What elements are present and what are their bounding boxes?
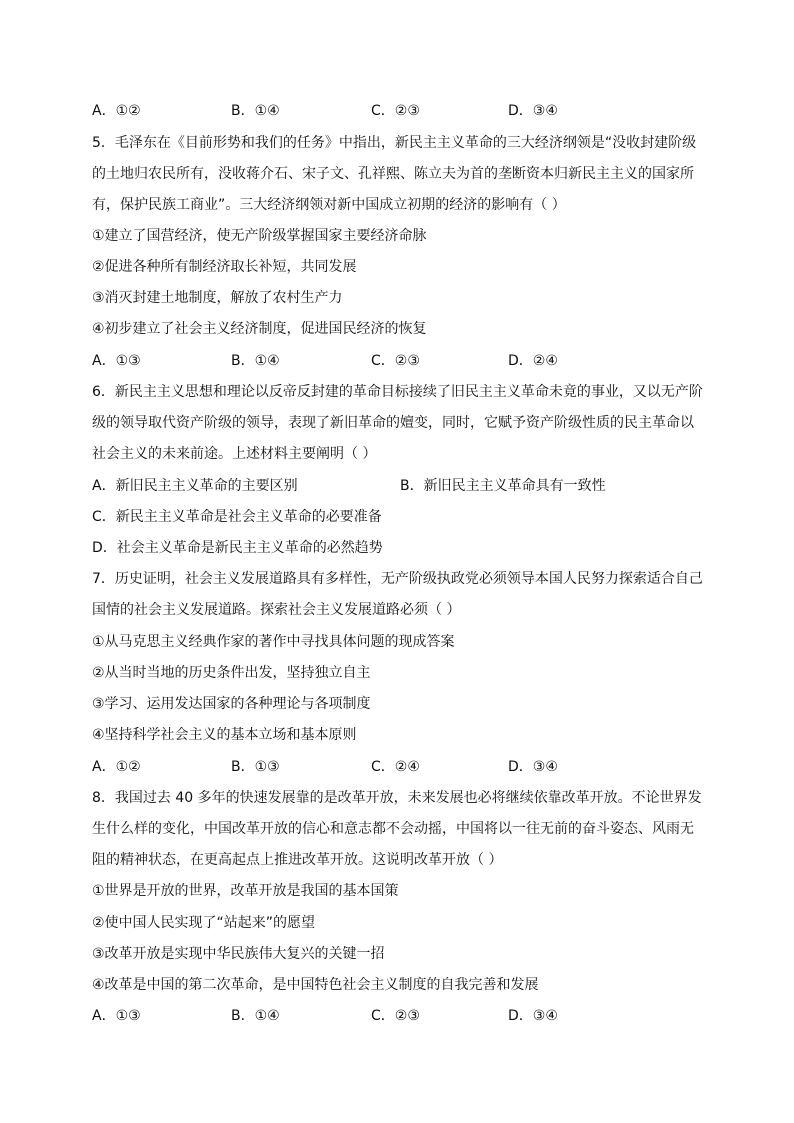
q8-item-1: ①世界是开放的世界，改革开放是我国的基本国策 [92, 883, 399, 899]
q7-option-a[interactable]: A．①② [92, 759, 141, 775]
q6-option-c[interactable]: C．新民主主义革命是社会主义革命的必要准备 [92, 509, 382, 525]
q8-stem-line-2: 生什么样的变化，中国改革开放的信心和意志都不会动摇，中国将以一往无前的奋斗姿态、风雨无 [92, 821, 694, 837]
q5-option-a[interactable]: A．①③ [92, 353, 141, 369]
q7-stem-line-2: 国情的社会主义发展道路。探索社会主义发展道路必须（ ） [92, 602, 461, 618]
q8-option-d[interactable]: D．③④ [508, 1008, 558, 1024]
q5-item-1: ①建立了国营经济，使无产阶级掌握国家主要经济命脉 [92, 228, 427, 244]
q5-option-b[interactable]: B．①④ [231, 353, 280, 369]
q5-stem-line-1: 5．毛泽东在《目前形势和我们的任务》中指出，新民主主义革命的三大经济纲领是“没收封建阶级 [92, 135, 697, 151]
q5-stem-line-2: 的土地归农民所有，没收蒋介石、宋子文、孔祥熙、陈立夫为首的垄断资本归新民主主义的国家所 [92, 166, 694, 182]
q5-item-4: ④初步建立了社会主义经济制度，促进国民经济的恢复 [92, 321, 427, 337]
q6-option-d[interactable]: D．社会主义革命是新民主主义革命的必然趋势 [92, 540, 383, 556]
q8-stem-line-1: 8．我国过去 40 多年的快速发展靠的是改革开放，未来发展也必将继续依靠改革开放。不论世界发 [92, 790, 702, 806]
q7-item-2: ②从当时当地的历史条件出发，坚持独立自主 [92, 665, 371, 681]
q8-option-b[interactable]: B．①④ [231, 1008, 280, 1024]
q5-stem-line-3: 有，保护民族工商业”。三大经济纲领对新中国成立初期的经济的影响有（ ） [92, 197, 566, 213]
q4-option-b[interactable]: B．①④ [231, 103, 280, 119]
q6-option-b[interactable]: B．新旧民主主义革命具有一致性 [400, 478, 606, 494]
q4-option-d[interactable]: D．③④ [508, 103, 558, 119]
q5-option-c[interactable]: C．②③ [371, 353, 420, 369]
q6-stem-line-2: 级的领导取代资产阶级的领导，表现了新旧革命的嬗变，同时，它赋予资产阶级性质的民主革命以 [92, 415, 694, 431]
q7-item-1: ①从马克思主义经典作家的著作中寻找具体问题的现成答案 [92, 634, 455, 650]
q4-option-c[interactable]: C．②③ [371, 103, 420, 119]
q6-stem-line-1: 6．新民主主义思想和理论以反帝反封建的革命目标接续了旧民主主义革命未竟的事业，又以无产阶 [92, 384, 703, 400]
q5-item-2: ②促进各种所有制经济取长补短，共同发展 [92, 259, 357, 275]
q7-option-c[interactable]: C．②④ [371, 759, 420, 775]
q5-item-3: ③消灭封建土地制度，解放了农村生产力 [92, 290, 343, 306]
q6-option-a[interactable]: A．新旧民主主义革命的主要区别 [92, 478, 298, 494]
q7-option-d[interactable]: D．③④ [508, 759, 558, 775]
q5-option-d[interactable]: D．②④ [508, 353, 558, 369]
q4-option-a[interactable]: A．①② [92, 103, 141, 119]
q8-option-a[interactable]: A．①③ [92, 1008, 141, 1024]
q6-stem-line-3: 社会主义的未来前途。上述材料主要阐明（ ） [92, 446, 377, 462]
q7-option-b[interactable]: B．①③ [231, 759, 280, 775]
q7-stem-line-1: 7．历史证明，社会主义发展道路具有多样性，无产阶级执政党必须领导本国人民努力探索适合自己 [92, 571, 703, 587]
q8-item-4: ④改革是中国的第二次革命，是中国特色社会主义制度的自我完善和发展 [92, 977, 539, 993]
q7-item-3: ③学习、运用发达国家的各种理论与各项制度 [92, 696, 371, 712]
q8-item-2: ②使中国人民实现了“站起来”的愿望 [92, 915, 316, 931]
q8-item-3: ③改革开放是实现中华民族伟大复兴的关键一招 [92, 946, 385, 962]
q8-option-c[interactable]: C．②③ [371, 1008, 420, 1024]
q8-stem-line-3: 阻的精神状态，在更高起点上推进改革开放。这说明改革开放（ ） [92, 852, 503, 868]
q7-item-4: ④坚持科学社会主义的基本立场和基本原则 [92, 727, 357, 743]
